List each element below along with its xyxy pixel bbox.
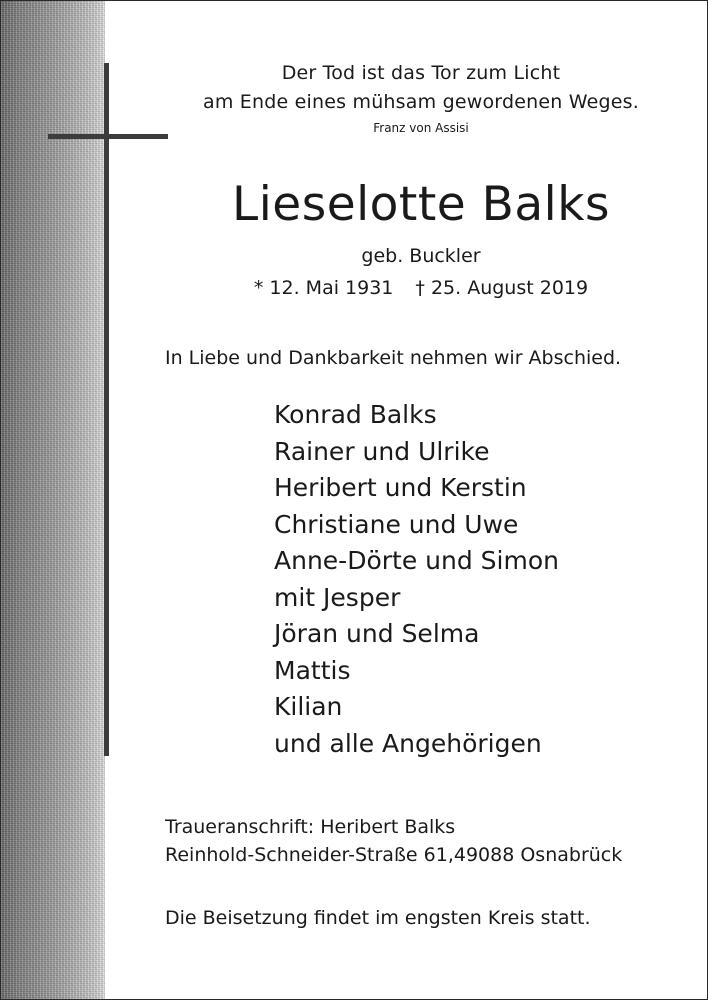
list-item: Anne-Dörte und Simon xyxy=(274,546,559,575)
burial-note: Die Beisetzung findet im engsten Kreis statt. xyxy=(165,907,591,929)
list-item: Mattis xyxy=(274,655,351,685)
mourning-address xyxy=(165,813,695,869)
farewell-intro: In Liebe und Dankbarkeit nehmen wir Abschied. xyxy=(165,347,622,369)
list-item: Heribert und Kerstin xyxy=(274,473,527,502)
quote-line-1: Der Tod ist das Tor zum Licht xyxy=(281,62,561,84)
birth-date: * 12. Mai 1931 xyxy=(253,277,394,299)
address-line-1: Traueranschrift: Heribert Balks xyxy=(165,816,456,838)
life-dates xyxy=(151,277,691,299)
list-item: Christiane und Uwe xyxy=(274,509,519,539)
list-item: Konrad Balks xyxy=(274,400,437,429)
cross-icon-vertical-bar xyxy=(104,63,109,756)
death-date: † 25. August 2019 xyxy=(415,277,589,299)
mourners-list xyxy=(274,397,694,762)
list-item: Jöran und Selma xyxy=(274,619,480,648)
list-item: Rainer und Ulrike xyxy=(274,436,490,466)
list-item: Kilian xyxy=(274,692,343,721)
stripe-texture xyxy=(1,1,105,999)
list-item: und alle Angehörigen xyxy=(274,728,542,758)
address-line-2: Reinhold-Schneider-Straße 61,49088 Osnabrück xyxy=(165,844,623,866)
cross-icon-horizontal-bar xyxy=(48,134,168,139)
maiden-name: geb. Buckler xyxy=(361,245,481,267)
list-item: mit Jesper xyxy=(274,582,401,612)
quote xyxy=(151,59,691,117)
quote-author: Franz von Assisi xyxy=(373,121,469,135)
deceased-name: Lieselotte Balks xyxy=(232,177,610,232)
quote-line-2: am Ende eines mühsam gewordenen Weges. xyxy=(203,91,639,113)
